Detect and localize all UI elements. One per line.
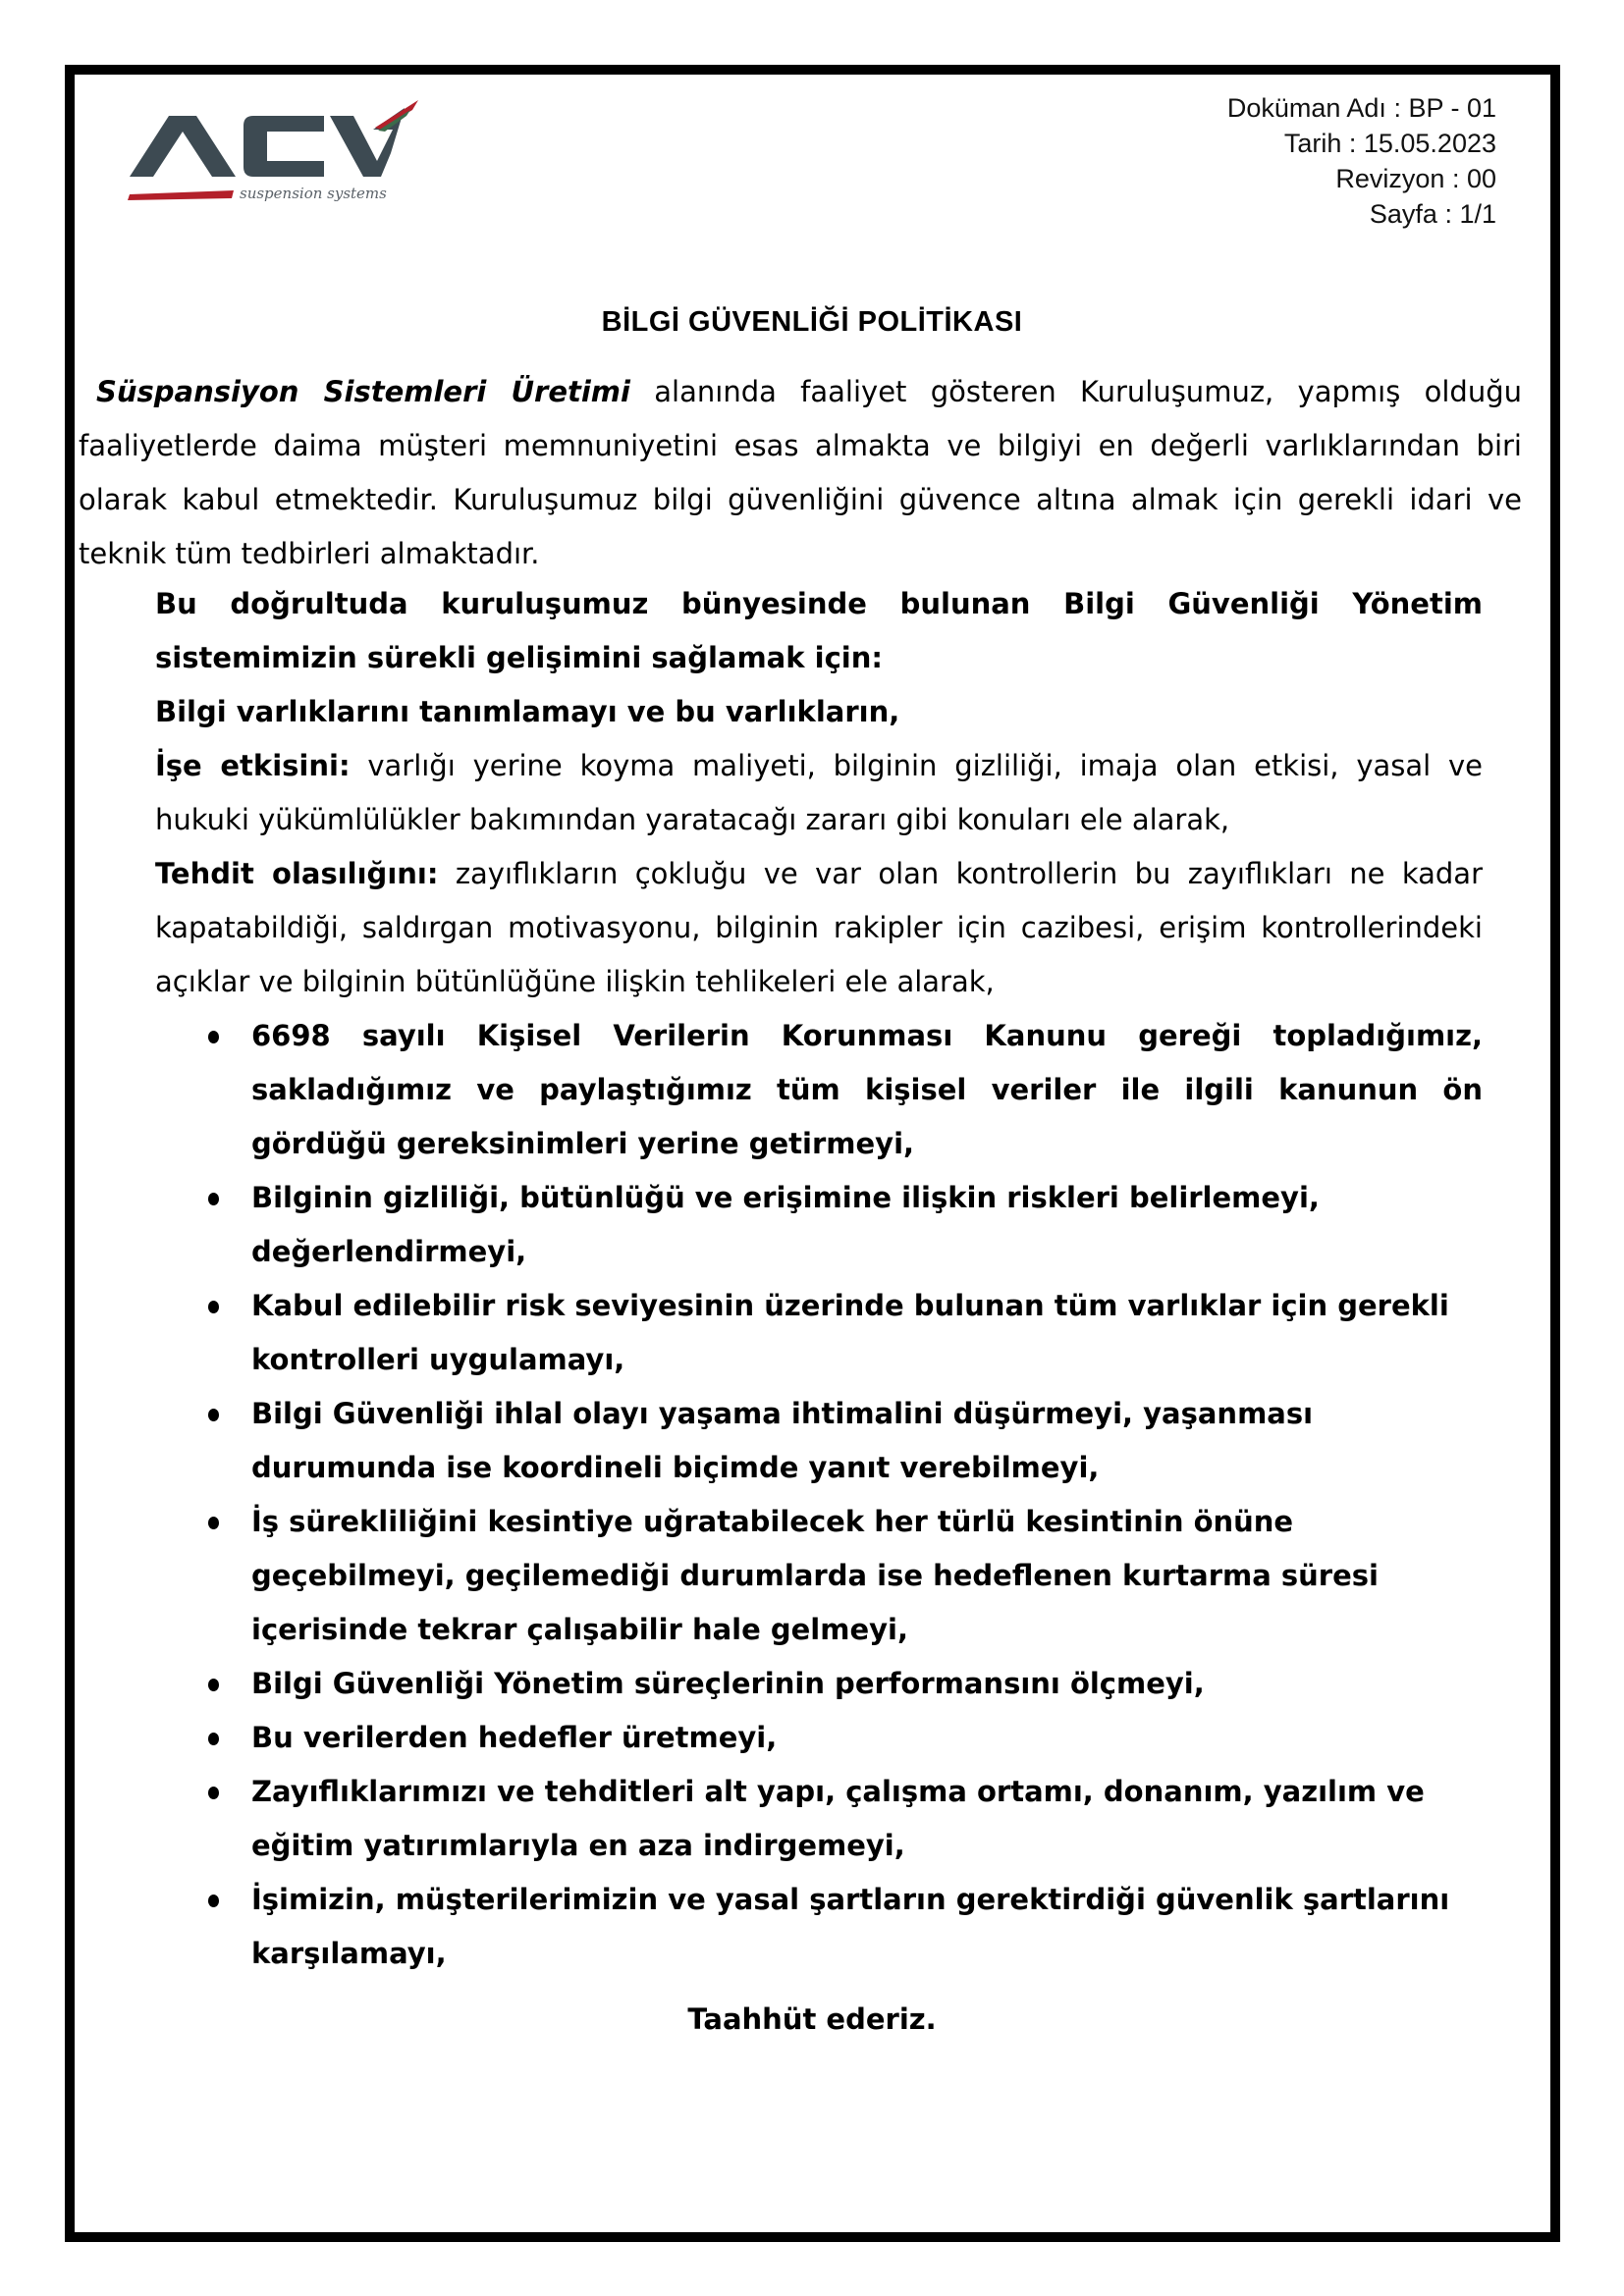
bullet-icon <box>208 1679 219 1691</box>
list-item: 6698 sayılı Kişisel Verilerin Korunması Kanunu gereği topladığımız, sakladığımız ve paylaştığımız tüm kişisel veriler ile ilgili kanunun ön gördüğü gereksinimleri yerine getirmeyi, <box>155 1009 1483 1171</box>
threat-text: zayıflıkların çokluğu ve var olan kontrollerin bu zayıflıkları ne kadar kapatabildiği, saldırgan motivasyonu, bilginin rakipler için cazibesi, erişim kontrollerindeki açıklar ve bilginin bütünlüğüne ilişkin tehlikeleri ele alarak, <box>155 857 1483 998</box>
threat-label: Tehdit olasılığını: <box>155 857 439 890</box>
list-item: Bilginin gizliliği, bütünlüğü ve erişimine ilişkin riskleri belirlemeyi, değerlendirmeyi, <box>155 1171 1483 1279</box>
impact-text: varlığı yerine koyma maliyeti, bilginin gizliliği, imaja olan etkisi, yasal ve hukuki yükümlülükler bakımından yaratacağı zararı gibi konuları ele alarak, <box>155 749 1483 836</box>
intro-text: alanında faaliyet gösteren Kuruluşumuz, yapmış olduğu faaliyetlerde daima müşteri memnuniyetini esas almakta ve bilgiyi en değerli varlıklarından biri olarak kabul etmektedir. Kuruluşumuz bilgi güvenliğini güvence altına almak için gerekli idari ve teknik tüm tedbirleri almaktadır. <box>79 375 1522 570</box>
list-item: Zayıflıklarımızı ve tehditleri alt yapı, çalışma ortamı, donanım, yazılım ve eğitim yatırımlarıyla en aza indirgemeyi, <box>155 1765 1483 1873</box>
statement-line-2: sistemimizin sürekli gelişimini sağlamak için: <box>155 641 883 674</box>
closing-commitment: Taahhüt ederiz. <box>687 2002 937 2036</box>
intro-lead: Süspansiyon Sistemleri Üretimi <box>96 375 630 408</box>
document-name: Doküman Adı : BP - 01 <box>1226 93 1496 123</box>
bullet-icon <box>208 1193 219 1205</box>
bullet-icon <box>208 1409 219 1421</box>
impact-label: İşe etkisini: <box>155 749 351 782</box>
document-page: Sayfa : 1/1 <box>1369 199 1496 229</box>
logo-tagline: suspension systems <box>240 185 387 202</box>
list-item: Bilgi Güvenliği ihlal olayı yaşama ihtimalini düşürmeyi, yaşanması durumunda ise koordineli biçimde yanıt verebilmeyi, <box>155 1387 1483 1495</box>
list-item: Kabul edilebilir risk seviyesinin üzerinde bulunan tüm varlıklar için gerekli kontrolleri uygulamayı, <box>155 1279 1483 1387</box>
intro-paragraph <box>79 365 1522 581</box>
statement-intro <box>155 577 1483 685</box>
bullet-icon <box>208 1895 219 1907</box>
list-item: Bilgi Güvenliği Yönetim süreçlerinin performansını ölçmeyi, <box>155 1657 1483 1711</box>
bullet-icon <box>208 1787 219 1799</box>
list-item: Bu verilerden hedefler üretmeyi, <box>155 1711 1483 1765</box>
impact-paragraph <box>155 739 1483 847</box>
document-date: Tarih : 15.05.2023 <box>1283 129 1496 158</box>
bullet-icon <box>208 1733 219 1745</box>
policy-commitments-list <box>155 1009 1483 1981</box>
bullet-icon <box>208 1301 219 1313</box>
threat-paragraph <box>155 847 1483 1009</box>
bullet-icon <box>208 1517 219 1529</box>
bullet-icon <box>208 1031 219 1043</box>
page-title: BİLGİ GÜVENLİĞİ POLİTİKASI <box>601 306 1023 338</box>
list-item: İş sürekliliğini kesintiye uğratabilecek her türlü kesintinin önüne geçebilmeyi, geçilemediği durumlarda ise hedeflenen kurtarma süresi içerisinde tekrar çalışabilir hale gelmeyi, <box>155 1495 1483 1657</box>
list-item: İşimizin, müşterilerimizin ve yasal şartların gerektirdiği güvenlik şartlarını karşılamayı, <box>155 1873 1483 1981</box>
statement-line-1: Bu doğrultuda kuruluşumuz bünyesinde bulunan Bilgi Güvenliği Yönetim <box>155 587 1483 620</box>
company-logo <box>128 96 422 219</box>
assets-line: Bilgi varlıklarını tanımlamayı ve bu varlıkların, <box>155 695 900 728</box>
document-metadata <box>1227 90 1496 232</box>
document-revision: Revizyon : 00 <box>1335 164 1496 193</box>
